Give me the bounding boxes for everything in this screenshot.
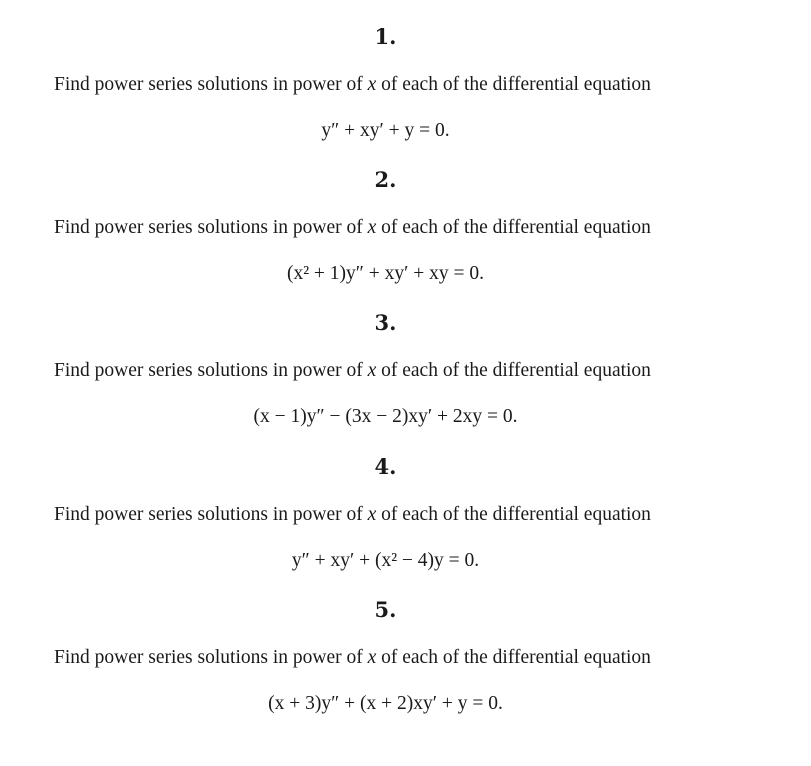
prompt-text-after: of each of the differential equation xyxy=(376,360,651,381)
problem-prompt xyxy=(54,359,774,383)
prompt-variable: x xyxy=(367,217,377,238)
prompt-text-before: Find power series solutions in power of xyxy=(54,647,368,668)
prompt-text-after: of each of the differential equation xyxy=(376,647,651,668)
problem-number: 1. xyxy=(374,24,397,49)
differential-equation: (x² + 1)y″ + xy′ + xy = 0. xyxy=(286,263,485,284)
differential-equation: (x + 3)y″ + (x + 2)xy′ + y = 0. xyxy=(268,693,503,714)
prompt-text-before: Find power series solutions in power of xyxy=(54,74,368,95)
prompt-text-before: Find power series solutions in power of xyxy=(54,360,368,381)
prompt-text-after: of each of the differential equation xyxy=(376,217,651,238)
differential-equation: y″ + xy′ + y = 0. xyxy=(321,120,450,141)
problem-prompt xyxy=(54,646,774,670)
differential-equation: y″ + xy′ + (x² − 4)y = 0. xyxy=(291,550,480,571)
prompt-text-before: Find power series solutions in power of xyxy=(54,504,368,525)
problem-prompt xyxy=(54,73,774,97)
problem-number: 4. xyxy=(374,454,397,479)
problem-number: 3. xyxy=(374,310,397,335)
prompt-variable: x xyxy=(367,360,377,381)
problem-number: 2. xyxy=(374,167,397,192)
problem-prompt xyxy=(54,216,774,240)
prompt-text-after: of each of the differential equation xyxy=(376,74,651,95)
prompt-text-after: of each of the differential equation xyxy=(376,504,651,525)
differential-equation: (x − 1)y″ − (3x − 2)xy′ + 2xy = 0. xyxy=(253,406,518,427)
prompt-variable: x xyxy=(367,647,377,668)
prompt-text-before: Find power series solutions in power of xyxy=(54,217,368,238)
problem-prompt xyxy=(54,503,774,527)
problem-number: 5. xyxy=(374,597,397,622)
prompt-variable: x xyxy=(367,504,377,525)
prompt-variable: x xyxy=(367,74,377,95)
